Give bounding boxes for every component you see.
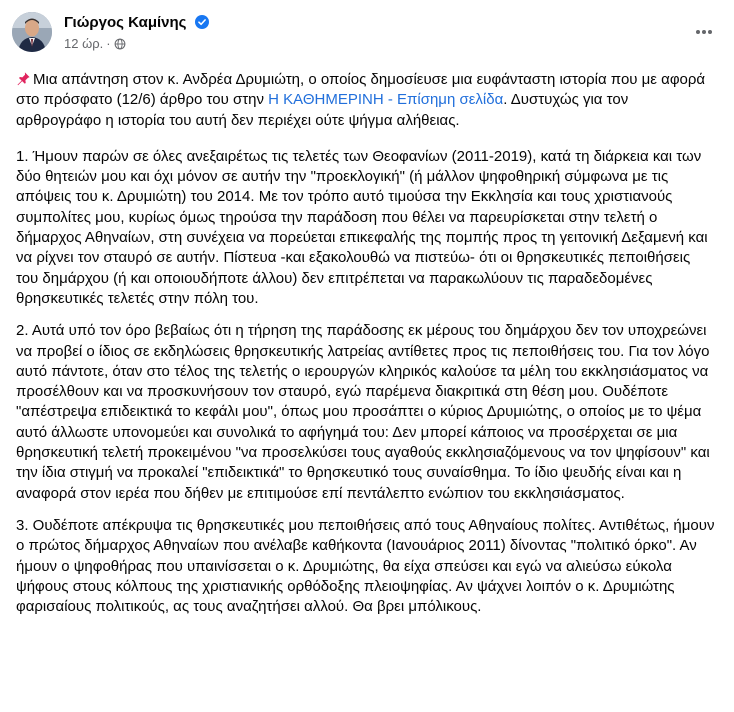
author-name-text[interactable]: Γιώργος Καμίνης [64, 14, 187, 31]
author-name[interactable] [64, 14, 209, 31]
post-header [12, 12, 722, 60]
intro-text-start: Μια απάντηση στον κ. Ανδρέα Δρυμιώτη, ο οποίος δημοσίευσε μια ευφάνταστη ιστορία που με αφορά στο πρόσφατο (12/6) άρθρο του στην [16, 71, 706, 109]
paragraph-2: 2. Αυτά υπό τον όρο βεβαίως ότι η τήρηση της παράδοσης εκ μέρους του δημάρχου δεν τον υποχρεώνει να προβεί ο ίδιος σε εκδηλώσεις θρησκευτικής λατρείας αντίθετες προς τις πεποιθήσεις του. Για τον λόγο αυτό πάντοτε, όταν στο τέλος της τελετής ο ιερουργών κληρικός καλούσε τα μέλη του εκκλησιάσματος να προσέλθουν και να προσκυνήσουν τον σταυρό, εγώ παρέμενα διακριτικά στη θέση μου. Ουδέποτε "απέστρεψα επιδεικτικά το κεφάλι μου", όπως μου προσάπτει ο κύριος Δρυμιώτης, ο οποίος με το ψέμα αυτό άλλωστε υπονομεύει και συνολικά το αφήγημά του: Δεν μπορεί κάποιος να προσέρχεται σε μια θρησκευτική τελετή προκειμένου "να προσελκύσει τους αγαθούς εκκλησιαζόμενους να τον ψηφίσουν" και την ίδια στιγμή να προκαλεί "επιδεικτικά" το θρησκευτικό τους συναίσθημα. Το ίδιο ψευδής είναι και η αναφορά στον ιερέα που δήθεν με επιτιμούσε επί πεντάλεπτο ενώπιον του εκκλησιάσματος. [16, 322, 710, 502]
paragraph-1: 1. Ήμουν παρών σε όλες ανεξαιρέτως τις τελετές των Θεοφανίων (2011-2019), κατά τη διάρκεια και των δύο θητειών μου και όχι μόνον σε αυτήν την "προεκλογική" (ή μάλλον ψηφοθηρική σύμφωνα με τις απόψεις του κ. Δρυμιώτη) του 2014. Με τον τρόπο αυτό τιμούσα την Εκκλησία και τους χριστιανούς συμπολίτες μου, κυρίως όμως τηρούσα την παράδοση που θέλει να παρευρίσκεται στην τελετή ο δήμαρχος Αθηναίων, στη συνέχεια να πορεύεται επικεφαλής της πομπής προς τη γειτονική Δεξαμενή και να ρίχνει τον σταυρό σε αυτήν. Πίστευα -και εξακολουθώ να πιστεύω- ότι οι θρησκευτικές πεποιθήσεις του δημάρχου (ή και οποιουδήποτε άλλου) δεν επιτρέπεται να παρακωλύουν τις παραδεδομένες θρησκευτικές τελετές στην πόλη του. [16, 147, 708, 307]
more-options-button[interactable] [686, 14, 722, 50]
paragraph-3: 3. Ουδέποτε απέκρυψα τις θρησκευτικές μου πεποιθήσεις από τους Αθηναίους πολίτες. Αντιθέτως, ήμουν ο πρώτος δήμαρχος Αθηναίων που ανέλαβε καθήκοντα (Ιανουάριος 2011) δίνοντας "πολιτικό όρκο". Αν ήμουν ο ψηφοθήρας που υπαινίσσεται ο κ. Δρυμιώτης, θα είχα σπεύσει και εγώ να αλιεύσω εύκολα ψήφους στους κόλπους της χριστιανικής ορθόδοξης πλειοψηφίας. Αν ψάχνει λοιπόν ο κ. Δρυμιώτης φαρισαίους πολιτικούς, ας τους αναζητήσει αλλού. Θα βρει μπόλικους. [16, 516, 715, 616]
post-meta [64, 36, 126, 51]
verified-badge-icon [195, 15, 209, 29]
avatar[interactable] [12, 12, 52, 52]
meta-separator: · [106, 36, 111, 51]
post-intro [16, 70, 716, 131]
pushpin-icon [16, 71, 31, 86]
intro-text-end: . Δυστυχώς για τον αρθρογράφο η ιστορία του αυτή δεν περιέχει ούτε ψήγμα αλήθειας. [16, 91, 629, 129]
post-body [16, 70, 716, 629]
kathimerini-page-link[interactable]: Η ΚΑΘΗΜΕΡΙΝΗ - Επίσημη σελίδα [268, 91, 504, 109]
globe-icon[interactable] [114, 38, 126, 50]
profile-photo-icon [12, 12, 52, 52]
ellipsis-icon [694, 22, 714, 42]
post-timestamp[interactable]: 12 ώρ. [64, 36, 104, 51]
